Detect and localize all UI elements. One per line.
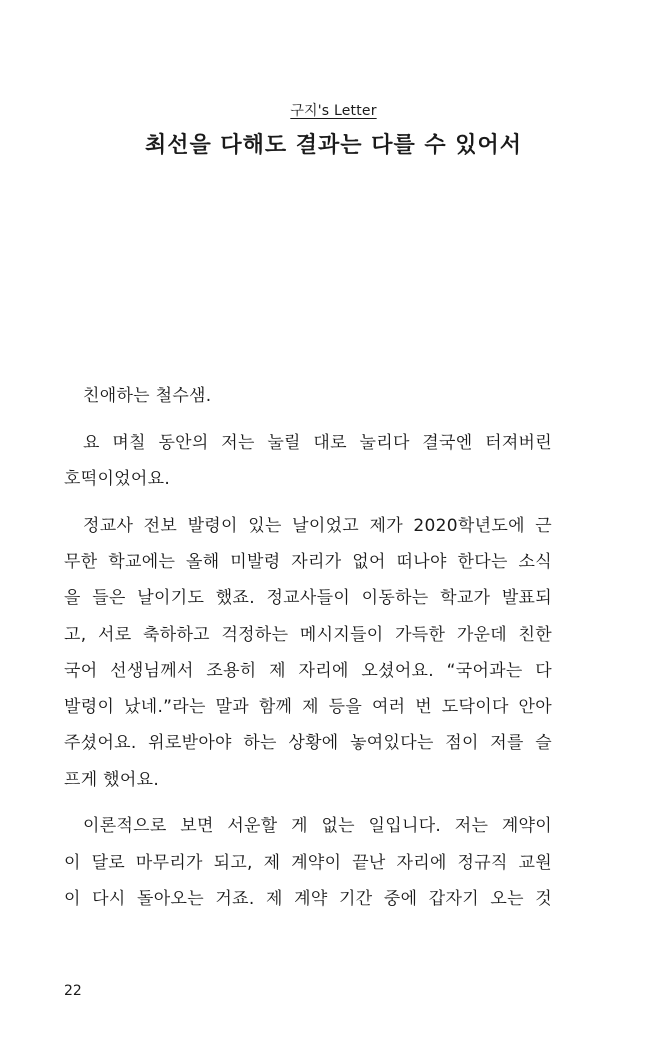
greeting-line: 친애하는 철수샘. — [83, 386, 212, 406]
text-line: 정교사 전보 발령이 있는 날이었고 제가 2020학년도에 근 — [83, 515, 552, 536]
text-line: 을 들은 날이기도 했죠. 정교사들이 이동하는 학교가 발표되 — [64, 588, 552, 609]
text-line: 이 다시 돌아오는 거죠. 제 계약 기간 중에 갑자기 오는 것 — [64, 888, 552, 909]
text-line: 호떡이었어요. — [64, 469, 171, 489]
text-line: 요 며칠 동안의 저는 눌릴 대로 눌리다 결국엔 터져버린 — [83, 432, 552, 453]
paragraph-1 — [64, 425, 552, 498]
page-title: 최선을 다해도 결과는 다를 수 있어서 — [144, 133, 523, 158]
paragraph-2 — [64, 508, 552, 798]
text-line: 주셨어요. 위로받아야 하는 상황에 놓여있다는 점이 저를 슬 — [64, 733, 552, 754]
text-line: 발령이 났네.”라는 말과 함께 제 등을 여러 번 도닥이다 안아 — [64, 697, 552, 717]
body-text — [64, 378, 552, 917]
page-number: 22 — [64, 983, 82, 999]
text-line: 이 달로 마무리가 되고, 제 계약이 끝난 자리에 정규직 교원 — [64, 852, 552, 873]
text-line: 이론적으로 보면 서운할 게 없는 일입니다. 저는 계약이 — [83, 816, 552, 837]
text-line: 프게 했어요. — [64, 769, 160, 790]
text-line: 국어 선생님께서 조용히 제 자리에 오셨어요. “국어과는 다 — [64, 660, 552, 681]
letter-kicker: 구지's Letter — [290, 103, 377, 119]
text-line: 무한 학교에는 올해 미발령 자리가 없어 떠나야 한다는 소식 — [64, 552, 552, 572]
text-line: 고, 서로 축하하고 걱정하는 메시지들이 가득한 가운데 친한 — [64, 624, 552, 645]
paragraph-3 — [64, 808, 552, 917]
